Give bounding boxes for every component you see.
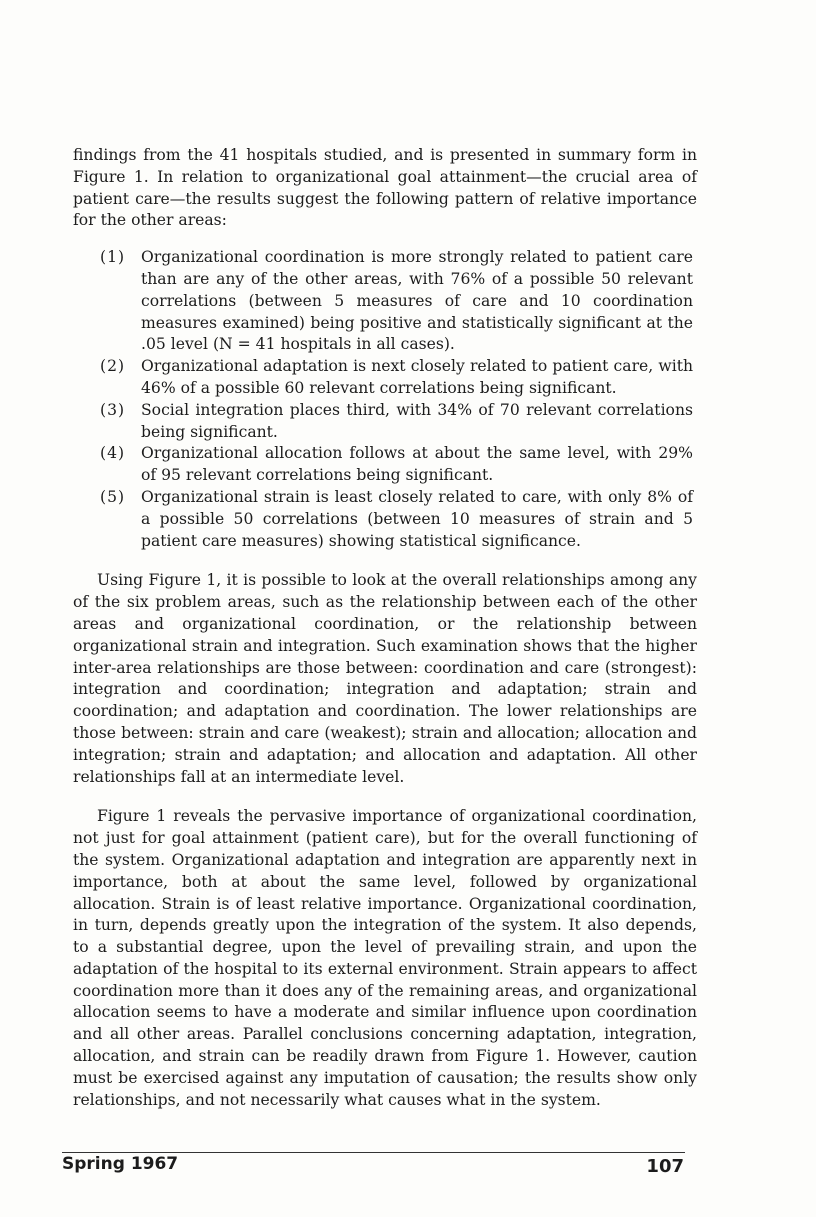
list-number: (4) (100, 444, 126, 463)
list-text: Organizational allocation follows at about the same level, with 29% of 95 relevant correlations being significant. (141, 444, 693, 485)
list-number: (5) (100, 487, 126, 506)
list-item (73, 487, 697, 552)
footer-issue-date: Spring 1967 (62, 1154, 179, 1174)
list-text: Organizational strain is least closely related to care, with only 8% of a possible 50 correlations (between 10 measures of strain and 5 patient care measures) showing statistical significance. (141, 487, 693, 550)
list-item (73, 247, 697, 356)
intro-paragraph: findings from the 41 hospitals studied, and is presented in summary form in Figure 1. In relation to organizational goal attainment—the crucial area of patient care—the results suggest the following pattern of relative importance for the other areas: (73, 146, 697, 230)
page-body (73, 145, 697, 1111)
footer-rule (62, 1152, 685, 1153)
list-number: (2) (100, 357, 126, 376)
findings-list (73, 247, 697, 552)
list-number: (3) (100, 400, 126, 419)
relationships-paragraph: Using Figure 1, it is possible to look at the overall relationships among any of the six problem areas, such as the relationship between each of the other areas and organizational coordination, or the relationship between organizational strain and integration. Such examination shows that the higher inter-area relationships are those between: coordination and care (strongest): integration and coordination; integration and adaptation; strain and coordination; and adaptation and coordination. The lower relationships are those between: strain and care (weakest); strain and allocation; allocation and integration; strain and adaptation; and allocation and adaptation. All other relationships fall at an intermediate level. (73, 571, 697, 786)
list-number: (1) (100, 248, 126, 267)
conclusion-paragraph: Figure 1 reveals the pervasive importance of organizational coordination, not just for goal attainment (patient care), but for the overall functioning of the system. Organizational adaptation and integration are apparently next in importance, both at about the same level, followed by organizational allocation. Strain is of least relative importance. Organizational coordination, in turn, depends greatly upon the integration of the system. It also depends, to a substantial degree, upon the level of prevailing strain, and upon the adaptation of the hospital to its external environment. Strain appears to affect coordination more than it does any of the remaining areas, and organizational allocation seems to have a moderate and similar influence upon coordination and all other areas. Parallel conclusions concerning adaptation, integration, allocation, and strain can be readily drawn from Figure 1. However, caution must be exercised against any imputation of causation; the results show only relationships, and not necessarily what causes what in the system. (73, 807, 697, 1109)
page-number: 107 (646, 1156, 684, 1177)
list-item (73, 356, 697, 400)
list-item (73, 400, 697, 444)
list-item (73, 443, 697, 487)
list-text: Social integration places third, with 34% of 70 relevant correlations being significant. (141, 400, 693, 441)
list-text: Organizational coordination is more strongly related to patient care than are any of the other areas, with 76% of a possible 50 relevant correlations (between 5 measures of care and 10 coordination measures examined) being positive and statistically significant at the .05 level (N = 41 hospitals in all cases). (141, 248, 693, 354)
list-text: Organizational adaptation is next closely related to patient care, with 46% of a possible 60 relevant correlations being significant. (141, 357, 693, 397)
